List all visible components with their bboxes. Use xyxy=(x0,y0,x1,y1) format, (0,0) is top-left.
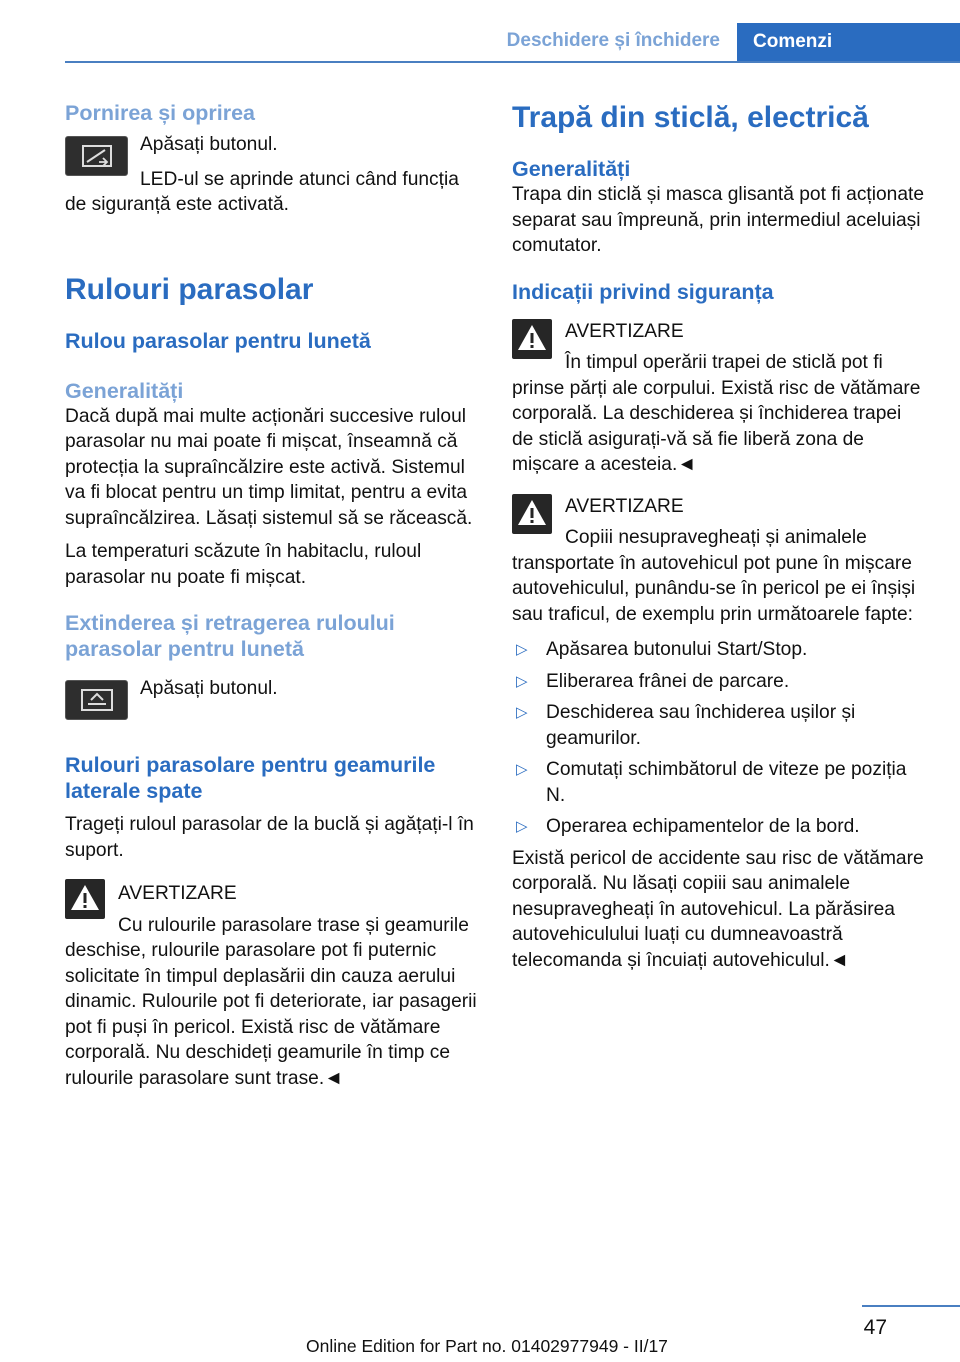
bullet-triangle-icon: ▷ xyxy=(516,761,528,778)
window-button-icon xyxy=(65,136,128,176)
edition-note: Online Edition for Part no. 01402977949 - II/17 xyxy=(306,1336,668,1356)
list-item: ▷ Operarea echipamentelor de la bord. xyxy=(512,814,927,840)
warning-2-text: Copiii nesupravegheați și animalele transportate în autovehicul pot pune în mișcare autovehiculul, punându-se în pericol pe ei înșiși sau traficul, de exemplu prin următoarele fapte: xyxy=(512,527,916,625)
indicatii-heading: Indicații privind siguranța xyxy=(512,279,774,304)
right-column xyxy=(512,100,927,973)
pornirea-block xyxy=(65,132,480,218)
right-warning-2 xyxy=(512,490,927,628)
left-column xyxy=(65,100,480,1091)
pornirea-heading: Pornirea și oprirea xyxy=(65,101,255,125)
header-section-title: Deschidere și închidere xyxy=(506,30,720,51)
sunblind-button-icon xyxy=(65,680,128,720)
pornirea-line1: Apăsați butonul. xyxy=(140,134,278,155)
page-number: 47 xyxy=(863,1316,887,1339)
extinderea-heading: Extinderea și retragerea ruloului parasolar pentru lunetă xyxy=(65,611,395,661)
warning-1-label: AVERTIZARE xyxy=(565,320,684,342)
closing-paragraph: Există pericol de accidente sau risc de vătămare corporală. Nu lăsați copiii sau animalele nesupravegheați în autovehicul. La părăsirea autovehiculului luați cu dumneavoastră telecomanda și încuiați autovehiculul.◄ xyxy=(512,847,924,971)
page-header xyxy=(0,0,960,62)
list-item: ▷ Eliberarea frânei de parcare. xyxy=(512,669,927,695)
left-warning xyxy=(65,875,480,1091)
rulouri-title: Rulouri parasolar xyxy=(65,272,314,306)
warning-icon xyxy=(512,494,552,534)
extinderea-block xyxy=(65,676,480,728)
trapa-generalitati-text: Trapa din sticlă și masca glisantă pot fi acționate separat sau împreună, prin intermediul aceluiași comutator. xyxy=(512,184,925,256)
warning-icon xyxy=(512,319,552,359)
list-item: ▷ Comutați schimbătorul de viteze pe poziția N. xyxy=(516,759,907,806)
right-warning-1 xyxy=(512,315,927,478)
warning-1-text: În timpul operării trapei de sticlă pot fi prinse părți ale corpului. Există risc de vătămare corporală. La deschiderea și închiderea trapei de sticlă asigurați-vă să fie liberă zona de mișcare a acesteia.◄ xyxy=(512,352,921,475)
trapa-generalitati-heading: Generalități xyxy=(512,157,631,181)
left-warning-label: AVERTIZARE xyxy=(118,883,237,904)
laterale-title: Rulouri parasolare pentru geamurile laterale spate xyxy=(65,753,436,803)
warning-2-label: AVERTIZARE xyxy=(565,495,684,517)
footer-rule xyxy=(862,1305,960,1307)
bullet-triangle-icon: ▷ xyxy=(516,704,528,721)
generalitati-p2: La temperaturi scăzute în habitaclu, ruloul parasolar nu poate fi mișcat. xyxy=(65,541,422,588)
generalitati-p1: Dacă după mai multe acționări succesive ruloul parasolar nu mai poate fi mișcat, înseamnă că protecția la supraîncălzire este activă. Sistemul va fi blocat pentru un timp limitat, pentru a evita supraîncălzirea. Lăsați sistemul să se răcească. xyxy=(65,405,473,529)
extinderea-text: Apăsați butonul. xyxy=(140,678,278,699)
luneta-title: Rulou parasolar pentru lunetă xyxy=(65,328,371,353)
list-item: ▷ Deschiderea sau închiderea ușilor și geamurilor. xyxy=(516,702,856,749)
list-item: ▷ Apăsarea butonului Start/Stop. xyxy=(512,637,927,663)
warning-bullet-list xyxy=(512,637,927,840)
trapa-title: Trapă din sticlă, electrică xyxy=(512,101,869,134)
header-chapter-tab: Comenzi xyxy=(737,23,960,62)
bullet-triangle-icon: ▷ xyxy=(516,818,528,835)
generalitati-heading: Generalități xyxy=(65,378,184,403)
warning-icon xyxy=(65,879,105,919)
pornirea-line2: LED-ul se aprinde atunci când funcția de siguranță este activată. xyxy=(65,168,459,215)
bullet-triangle-icon: ▷ xyxy=(516,672,528,690)
header-rule xyxy=(65,61,960,63)
laterale-text: Trageți ruloul parasolar de la buclă și agățați-l în suport. xyxy=(65,814,474,861)
left-warning-text: Cu rulourile parasolare trase și geamurile deschise, rulourile parasolare pot fi puternic solicitate în timpul deplasării din cauza aerului dinamic. Rulourile pot fi deteriorate, iar pasagerii pot fi puși în pericol. Există risc de vătămare corporală. Nu deschideți geamurile în timp ce rulourile parasolare sunt trase.◄ xyxy=(65,914,477,1089)
bullet-triangle-icon: ▷ xyxy=(516,641,528,658)
